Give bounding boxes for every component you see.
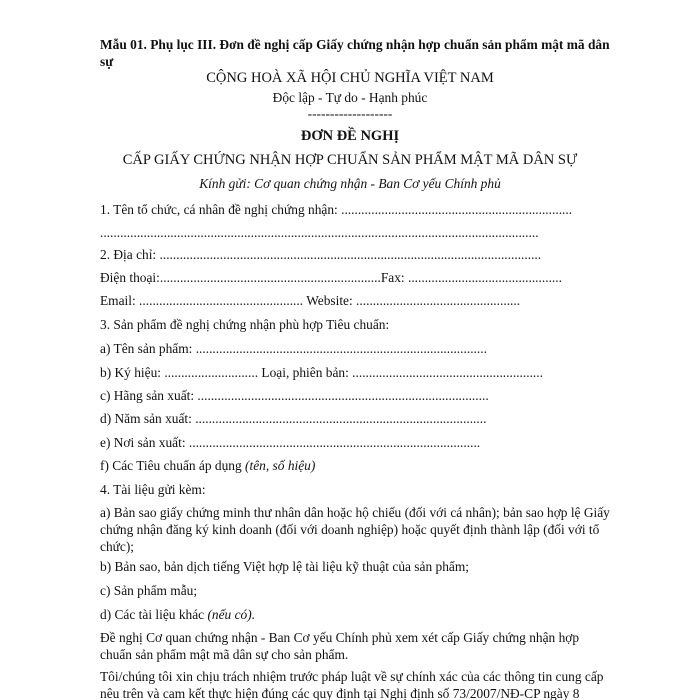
recipient: Kính gửi: Cơ quan chứng nhận - Ban Cơ yếu Chính phủ [199, 176, 501, 191]
commitment-paragraph: Tôi/chúng tôi xin chịu trách nhiệm trước pháp luật về sự chính xác của các thông tin cung cấp nêu trên và cam kết thực hiện đúng các quy định tại Nghị định số 73/2007/NĐ-CP ngày 8 [100, 669, 604, 700]
field-product-name: a) Tên sản phẩm: ....................................................................................... [100, 341, 487, 356]
document-item-a: a) Bản sao giấy chứng minh thư nhân dân hoặc hộ chiếu (đối với cá nhân); bản sao hợp lệ Giấy chứng nhận đăng ký kinh doanh (đối với doanh nghiệp) hoặc quyết định thành lập (đối với tổ chức); [100, 505, 610, 554]
standards-note: (tên, số hiệu) [245, 458, 316, 473]
field-phone-fax: Điện thoại:..................................................................Fax: .............................................. [100, 270, 562, 285]
country-name: CỘNG HOÀ XÃ HỘI CHỦ NGHĨA VIỆT NAM [206, 70, 494, 86]
field-production-place: e) Nơi sản xuất: ....................................................................................... [100, 435, 481, 450]
document-item-d-note: (nếu có). [207, 607, 256, 622]
document-subtitle: CẤP GIẤY CHỨNG NHẬN HỢP CHUẨN SẢN PHẨM MẬT MÃ DÂN SỰ [122, 152, 578, 168]
field-manufacturer: c) Hãng sản xuất: ....................................................................................... [100, 388, 489, 403]
product-section-header: 3. Sản phẩm đề nghị chứng nhận phù hợp Tiêu chuẩn: [100, 317, 390, 332]
field-address: 2. Địa chỉ: .................................................................................................................. [100, 247, 542, 262]
motto: Độc lập - Tự do - Hạnh phúc [272, 90, 428, 105]
field-symbol-version: b) Ký hiệu: ............................ Loại, phiên bản: ......................................................... [100, 365, 543, 380]
request-paragraph: Đề nghị Cơ quan chứng nhận - Ban Cơ yếu Chính phủ xem xét cấp Giấy chứng nhận hợp chuẩn sản phẩm mật mã dân sự cho sản phẩm. [100, 630, 580, 662]
standards-label: f) Các Tiêu chuẩn áp dụng [100, 458, 246, 473]
documents-section-header: 4. Tài liệu gửi kèm: [100, 482, 206, 497]
header-divider: ------------------- [307, 106, 393, 121]
document-item-c: c) Sản phẩm mẫu; [100, 583, 198, 598]
document-item-b: b) Bản sao, bản dịch tiếng Việt hợp lệ tài liệu kỹ thuật của sản phẩm; [100, 559, 469, 574]
field-email-website: Email: ................................................. Website: ................................................. [100, 293, 521, 308]
field-org-name-continued: ................................................................................................................................... [100, 225, 539, 240]
field-production-year: d) Năm sản xuất: ....................................................................................... [100, 411, 487, 426]
field-org-name: 1. Tên tổ chức, cá nhân đề nghị chứng nhận: ..................................................................... [100, 202, 573, 217]
document-title: ĐƠN ĐỀ NGHỊ [300, 128, 400, 144]
field-standards [100, 457, 315, 474]
document-item-d-label: d) Các tài liệu khác [100, 607, 208, 622]
form-title: Mẫu 01. Phụ lục III. Đơn đề nghị cấp Giấy chứng nhận hợp chuẩn sản phẩm mật mã dân sự [100, 37, 610, 69]
document-item-d [100, 606, 255, 623]
